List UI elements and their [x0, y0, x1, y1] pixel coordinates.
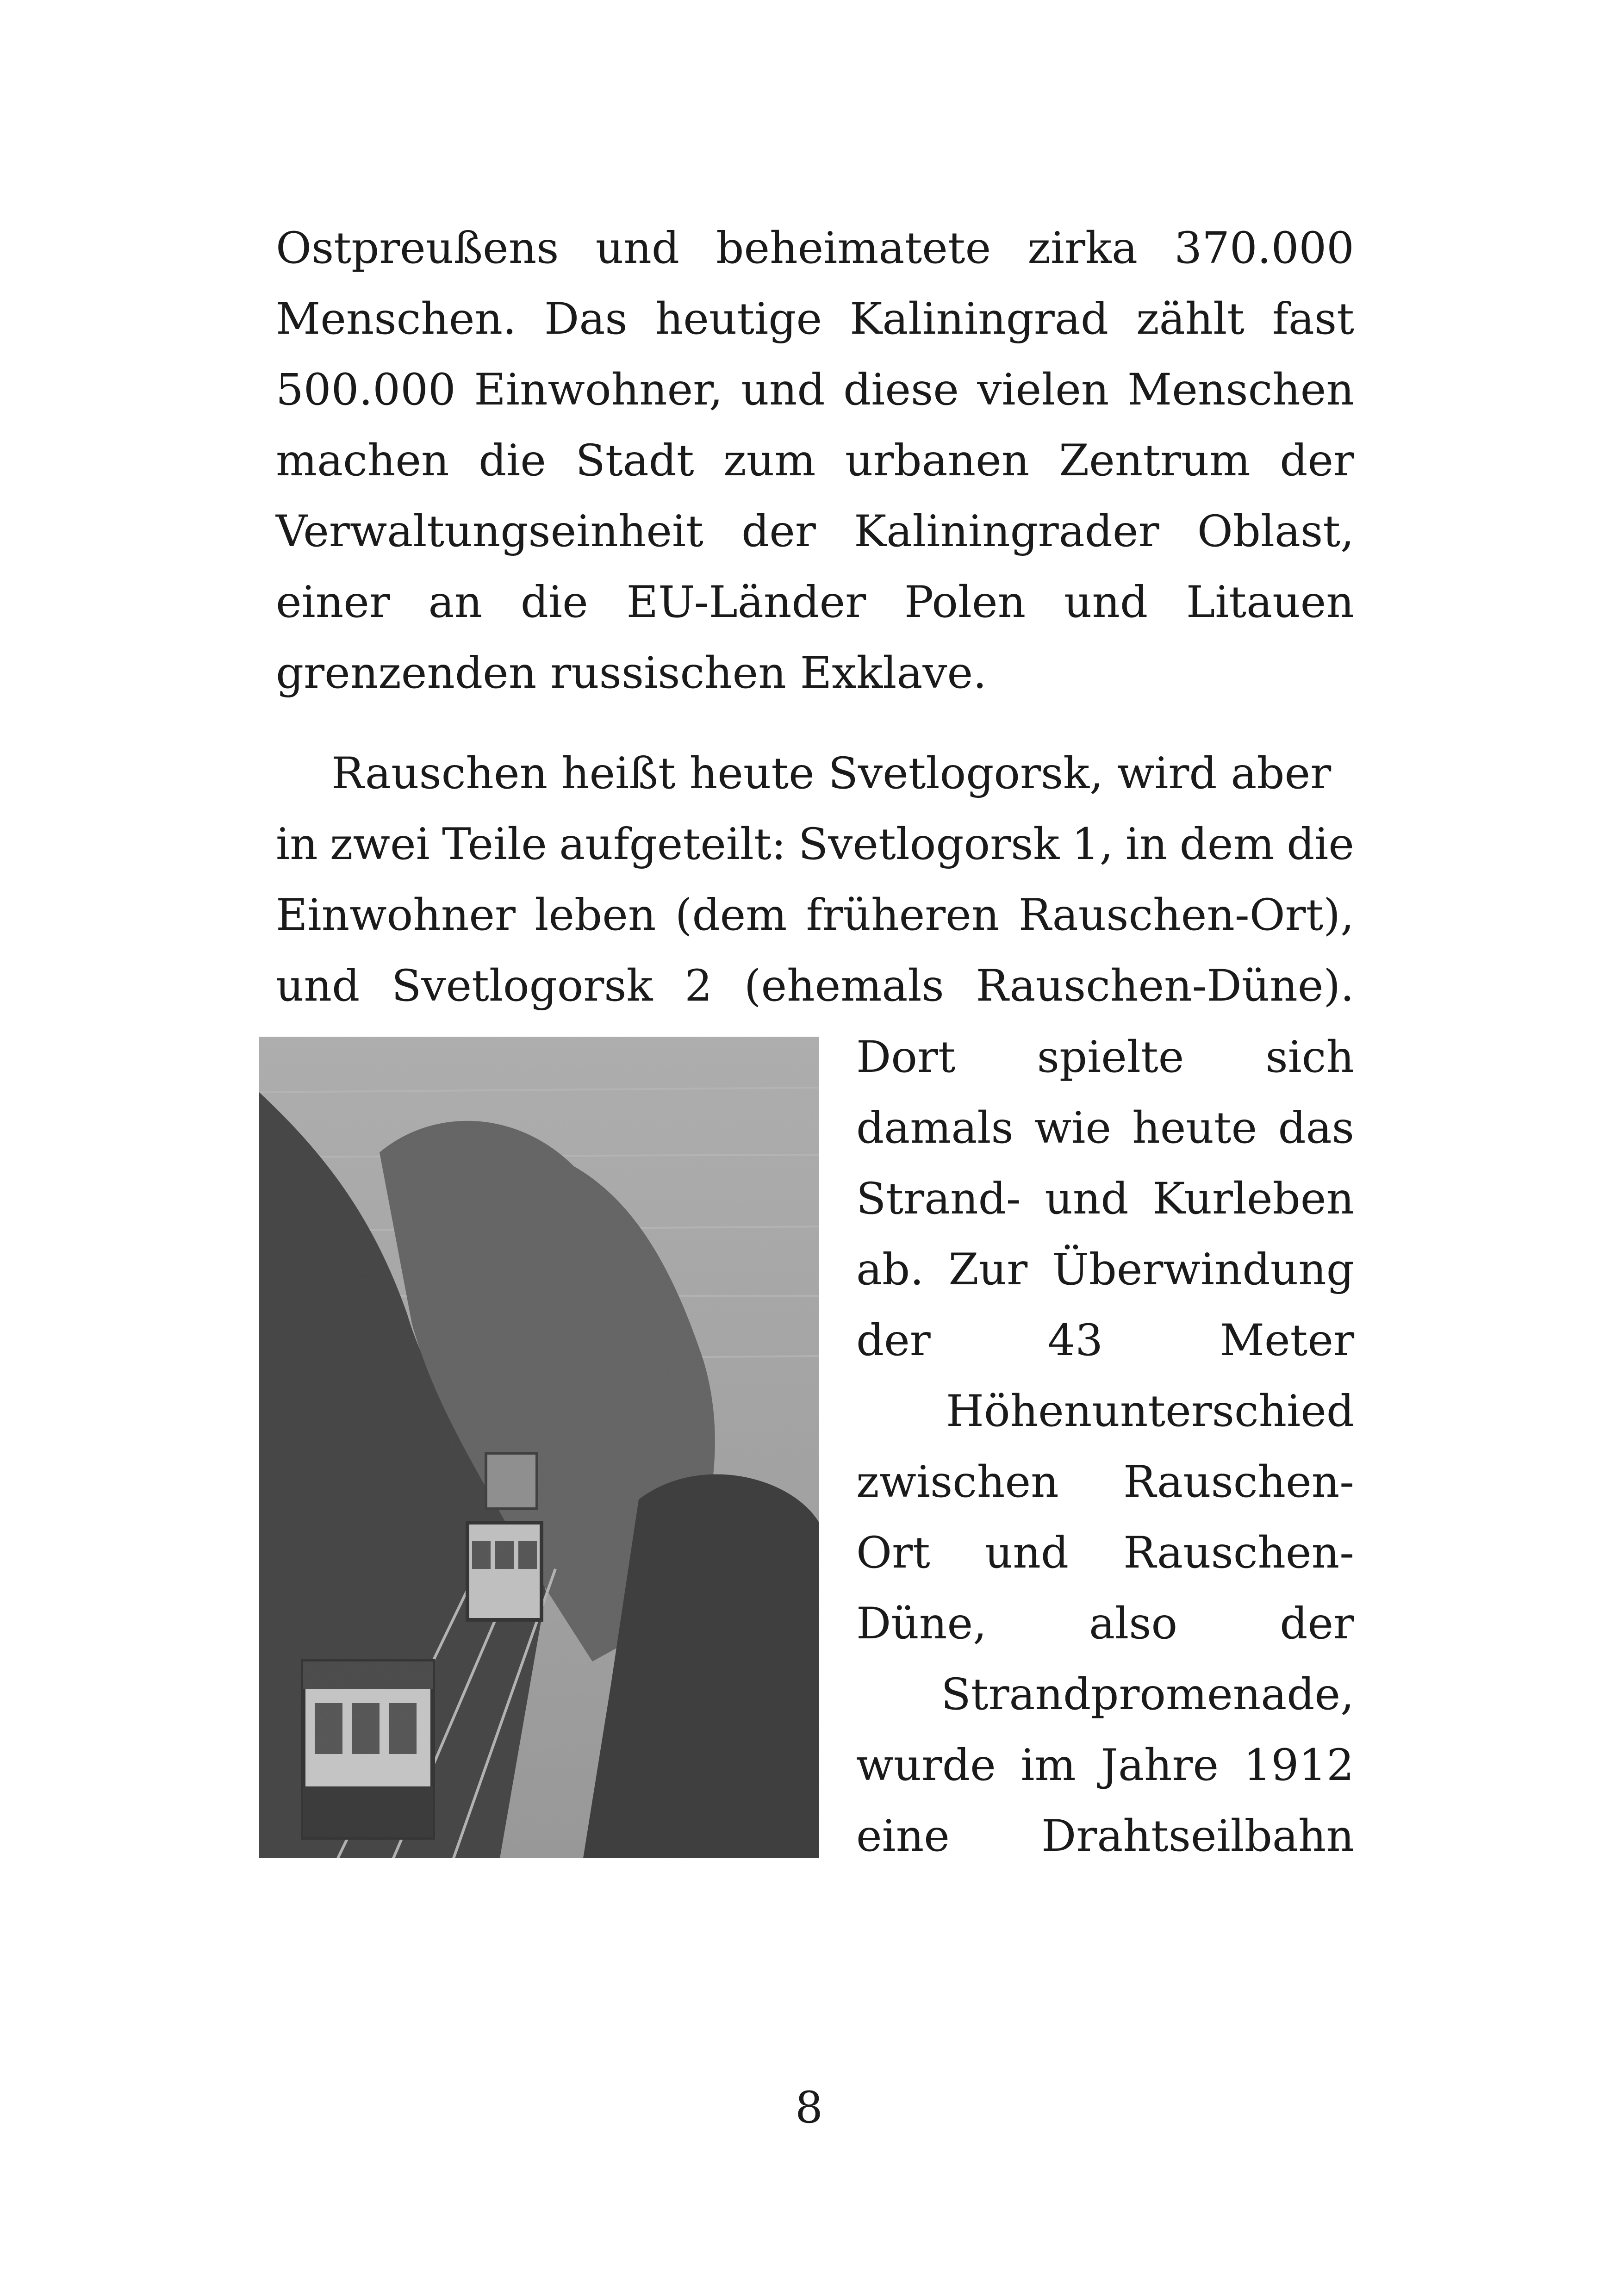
word: 43 [1047, 1315, 1103, 1366]
funicular-photo [259, 1037, 819, 1858]
word: ab. [856, 1244, 924, 1295]
column-line [856, 1164, 1354, 1234]
word: die [479, 436, 546, 486]
word: der [1280, 436, 1354, 486]
word: Svetlogorsk [798, 819, 1060, 870]
word: also [1089, 1599, 1178, 1649]
column-line [856, 1447, 1354, 1518]
word: Litauen [1186, 577, 1354, 628]
word: beheimatete [716, 223, 991, 274]
word: Dort [856, 1032, 956, 1083]
page-number: 8 [795, 2083, 823, 2133]
word: eine [856, 1811, 950, 1861]
word: 1912 [1243, 1740, 1354, 1791]
column-line [856, 1518, 1354, 1588]
column-line [856, 1234, 1354, 1305]
column-text [856, 1022, 1354, 1872]
word: Einwohner, [474, 365, 723, 415]
paragraph-1-line [276, 355, 1354, 425]
word: Rauschen- [1123, 1457, 1354, 1507]
word: dem [1179, 819, 1275, 870]
word: 2 [685, 961, 713, 1011]
word: spielte [1037, 1032, 1184, 1083]
word: der [856, 1315, 931, 1366]
word: im [1021, 1740, 1076, 1791]
word: Rauschen- [1123, 1528, 1354, 1578]
column-line [856, 1730, 1354, 1801]
word: 500.000 [276, 365, 456, 415]
word: und [1064, 577, 1148, 628]
column-line: Strandpromenade, [941, 1669, 1354, 1720]
word: Zur [948, 1244, 1028, 1295]
word: urbanen [845, 436, 1030, 486]
word: Polen [904, 577, 1026, 628]
word: Stadt [575, 436, 694, 486]
word: Menschen. [276, 294, 517, 344]
word: die [520, 577, 588, 628]
word: Teile [442, 819, 547, 870]
paragraph-2 [276, 738, 1354, 1021]
word: Zentrum [1058, 436, 1251, 486]
word: fast [1272, 294, 1354, 344]
word: sich [1265, 1032, 1354, 1083]
word: zirka [1027, 223, 1138, 274]
word: heutige [655, 294, 822, 344]
word: Menschen [1127, 365, 1354, 415]
word: Drahtseilbahn [1041, 1811, 1354, 1861]
paragraph-1-line [276, 567, 1354, 638]
paragraph-1-line [276, 496, 1354, 567]
paragraph-1-line [276, 213, 1354, 284]
word: (ehemals [744, 961, 944, 1011]
word: einer [276, 577, 390, 628]
word: früheren [806, 890, 1000, 940]
word: machen [276, 436, 449, 486]
word: Das [544, 294, 628, 344]
word: Svetlogorsk [392, 961, 653, 1011]
word: wurde [856, 1740, 996, 1791]
word: Jahre [1101, 1740, 1219, 1791]
word: Düne, [856, 1599, 987, 1649]
paragraph-1 [276, 213, 1354, 709]
paragraph-1-line [276, 284, 1354, 355]
word: damals [856, 1103, 1014, 1153]
word: der [741, 506, 816, 557]
word: Kurleben [1152, 1174, 1354, 1224]
paragraph-1-line [276, 425, 1354, 496]
column-line [856, 1022, 1354, 1093]
word: Verwaltungseinheit [276, 506, 703, 557]
column-line [856, 1093, 1354, 1164]
word: Ostpreußens [276, 223, 559, 274]
column-line [856, 1801, 1354, 1872]
word: zwischen [856, 1457, 1059, 1507]
word: das [1278, 1103, 1354, 1153]
word: in [276, 819, 318, 870]
word: und [595, 223, 680, 274]
word: und [741, 365, 825, 415]
word: 370.000 [1174, 223, 1354, 274]
word: Einwohner [276, 890, 516, 940]
word: heute [1132, 1103, 1257, 1153]
word: aufgeteilt: [559, 819, 786, 870]
word: Kaliningrader [854, 506, 1159, 557]
word: in [1125, 819, 1168, 870]
word: der [1280, 1599, 1354, 1649]
word: Oblast, [1197, 506, 1354, 557]
word: 1, [1071, 819, 1114, 870]
paragraph-2-first-line: Rauschen heißt heute Svetlogorsk, wird aber [331, 748, 1332, 799]
paragraph-2-line [276, 880, 1354, 951]
word: (dem [675, 890, 787, 940]
word: Ort [856, 1528, 930, 1578]
word: an [428, 577, 483, 628]
word: zwei [330, 819, 430, 870]
word: wie [1034, 1103, 1112, 1153]
column-line: Höhenunterschied [946, 1386, 1354, 1437]
word: und [1045, 1174, 1129, 1224]
word: diese [843, 365, 959, 415]
column-line [856, 1305, 1354, 1376]
word: leben [535, 890, 656, 940]
word: zum [723, 436, 816, 486]
word: und [984, 1528, 1069, 1578]
paragraph-2-line [276, 809, 1354, 880]
word: Rauschen-Ort), [1018, 890, 1354, 940]
word: Überwindung [1052, 1244, 1354, 1295]
word: Strand- [856, 1174, 1021, 1224]
word: zählt [1136, 294, 1245, 344]
word: Rauschen-Düne). [976, 961, 1354, 1011]
paragraph-1-last-line: grenzenden russischen Exklave. [276, 648, 987, 698]
word: vielen [977, 365, 1109, 415]
word: und [276, 961, 360, 1011]
word: Meter [1220, 1315, 1354, 1366]
paragraph-2-line [276, 951, 1354, 1021]
column-line [856, 1588, 1354, 1659]
word: EU-Länder [626, 577, 866, 628]
word: die [1287, 819, 1354, 870]
word: Kaliningrad [850, 294, 1109, 344]
